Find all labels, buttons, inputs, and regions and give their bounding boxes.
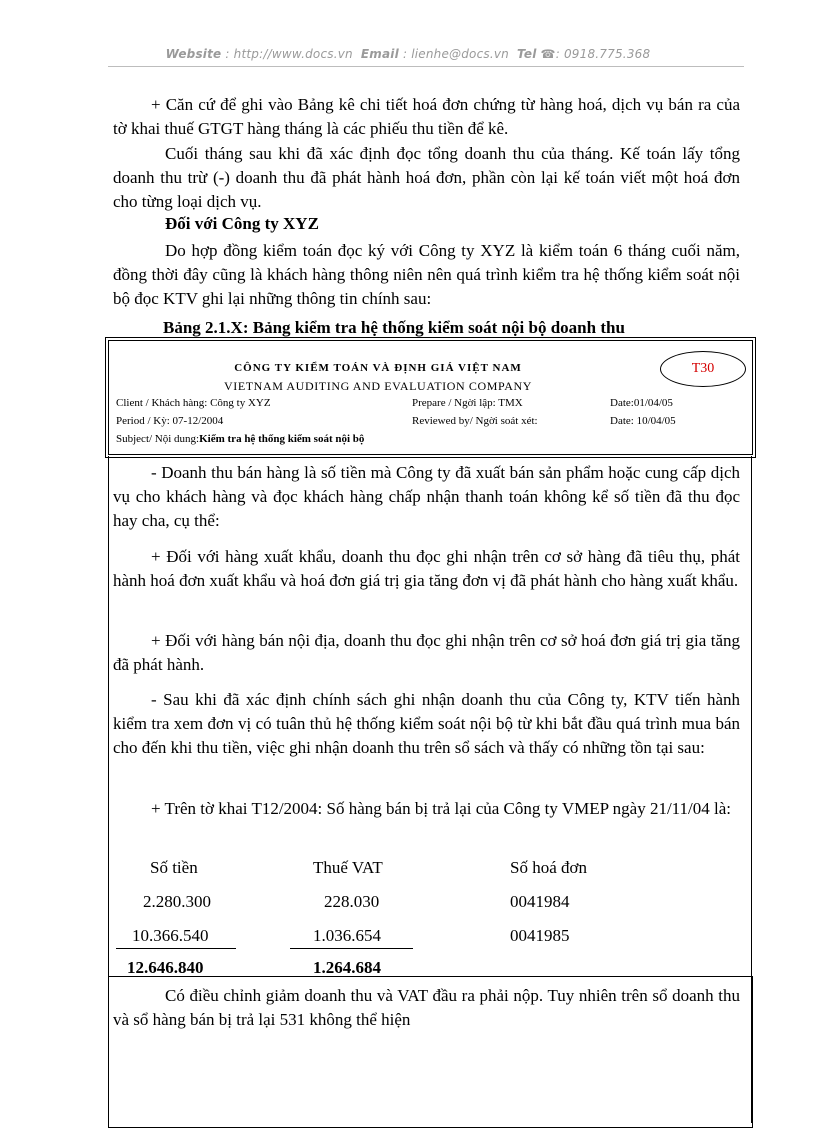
subject-label: Subject/ Nội dung: (116, 433, 200, 445)
col-header-amount: Số tiền (150, 858, 198, 877)
col-header-vat: Thuế VAT (313, 858, 383, 877)
row-2-vat: 1.036.654 (313, 926, 381, 945)
client-field: Client / Khách hàng: Công ty XYZ (116, 397, 271, 409)
website-value: : http://www.docs.vn (225, 47, 353, 61)
paragraph-3: Do hợp đồng kiểm toán đọc ký với Công ty XYZ là kiểm toán 6 tháng cuối năm, đồng thời đây cũng là khách hàng thông niên nên quá trình kiểm tra hệ thống kiểm soát nội bộ đọc KTV ghi lại những thông tin chính sau: (113, 241, 740, 308)
website-label: Website (165, 47, 222, 61)
company-name-en: VIETNAM AUDITING AND EVALUATION COMPANY (223, 379, 533, 393)
content-paragraph-4: - Sau khi đã xác định chính sách ghi nhận doanh thu của Công ty, KTV tiến hành kiểm tra xem đơn vị có tuân thủ hệ thống kiểm soát nội bộ từ khi bắt đầu quá trình mua bán cho đến khi thu tiền, việc ghi nhận doanh thu trên sổ sách và thấy có những tồn tại sau: (113, 690, 740, 757)
page-header (0, 47, 816, 61)
paragraph-2: Cuối tháng sau khi đã xác định đọc tổng doanh thu của tháng. Kế toán lấy tổng doanh thu trừ (-) doanh thu đã phát hành hoá đơn, phần còn lại kế toán viết một hoá đơn cho từng loại dịch vụ. (113, 144, 740, 211)
period-field: Period / Kỳ: 07-12/2004 (116, 415, 224, 427)
table-title: Bảng 2.1.X: Bảng kiểm tra hệ thống kiểm soát nội bộ doanh thu (163, 318, 625, 337)
company-name-vn: CÔNG TY KIỂM TOÁN VÀ ĐỊNH GIÁ VIỆT NAM (234, 362, 522, 374)
tel-label: Tel (517, 47, 537, 61)
sum-rule-vat (290, 948, 413, 949)
prepare-field: Prepare / Ngời lập: TMX (412, 397, 523, 409)
total-vat: 1.264.684 (313, 958, 381, 977)
tel-value: : 0918.775.368 (555, 47, 651, 61)
subject-value: Kiểm tra hệ thống kiểm soát nội bộ (199, 433, 365, 445)
content-paragraph-3: + Đối với hàng bán nội địa, doanh thu đọc ghi nhận trên cơ sở hoá đơn giá trị gia tăng đã phát hành. (113, 631, 740, 674)
row-2-amount: 10.366.540 (132, 926, 209, 945)
col-header-invoice: Số hoá đơn (510, 858, 587, 877)
email-value: : lienhe@docs.vn (402, 47, 509, 61)
subject-field (116, 433, 364, 445)
email-label: Email (360, 47, 399, 61)
header-divider (108, 66, 744, 67)
phone-icon: ☎ (540, 47, 556, 61)
section-heading: Đối với Công ty XYZ (165, 214, 319, 233)
row-1-vat: 228.030 (324, 892, 380, 911)
conclusion-text: Có điều chỉnh giảm doanh thu và VAT đầu ra phải nộp. Tuy nhiên trên sổ doanh thu và sổ hàng bán bị trả lại 531 không thể hiện (113, 986, 740, 1029)
total-amount: 12.646.840 (127, 958, 204, 977)
sum-rule-amount (116, 948, 236, 949)
content-paragraph-2: + Đối với hàng xuất khẩu, doanh thu đọc ghi nhận trên cơ sở hàng đã tiêu thụ, phát hành hoá đơn xuất khẩu và hoá đơn giá trị gia tăng đơn vị đã phát hành cho hàng xuất khẩu. (113, 547, 740, 590)
paragraph-1: + Căn cứ để ghi vào Bảng kê chi tiết hoá đơn chứng từ hàng hoá, dịch vụ bán ra của tờ khai thuế GTGT hàng tháng là các phiếu thu tiền để kê. (113, 95, 740, 138)
reviewed-field: Reviewed by/ Ngời soát xét: (412, 415, 538, 427)
row-1-amount: 2.280.300 (143, 892, 211, 911)
reference-code: T30 (660, 351, 746, 387)
content-paragraph-5: + Trên tờ khai T12/2004: Số hàng bán bị trả lại của Công ty VMEP ngày 21/11/04 là: (151, 799, 732, 818)
content-paragraph-1: - Doanh thu bán hàng là số tiền mà Công ty đã xuất bán sản phẩm hoặc cung cấp dịch vụ cho khách hàng và đọc khách hàng chấp nhận thanh toán không kể số tiền đã thu đọc hay cha, cụ thể: (113, 463, 740, 530)
date-prepared: Date:01/04/05 (610, 397, 673, 409)
row-2-invoice: 0041985 (510, 926, 570, 945)
date-reviewed: Date: 10/04/05 (610, 415, 676, 427)
row-1-invoice: 0041984 (510, 892, 570, 911)
